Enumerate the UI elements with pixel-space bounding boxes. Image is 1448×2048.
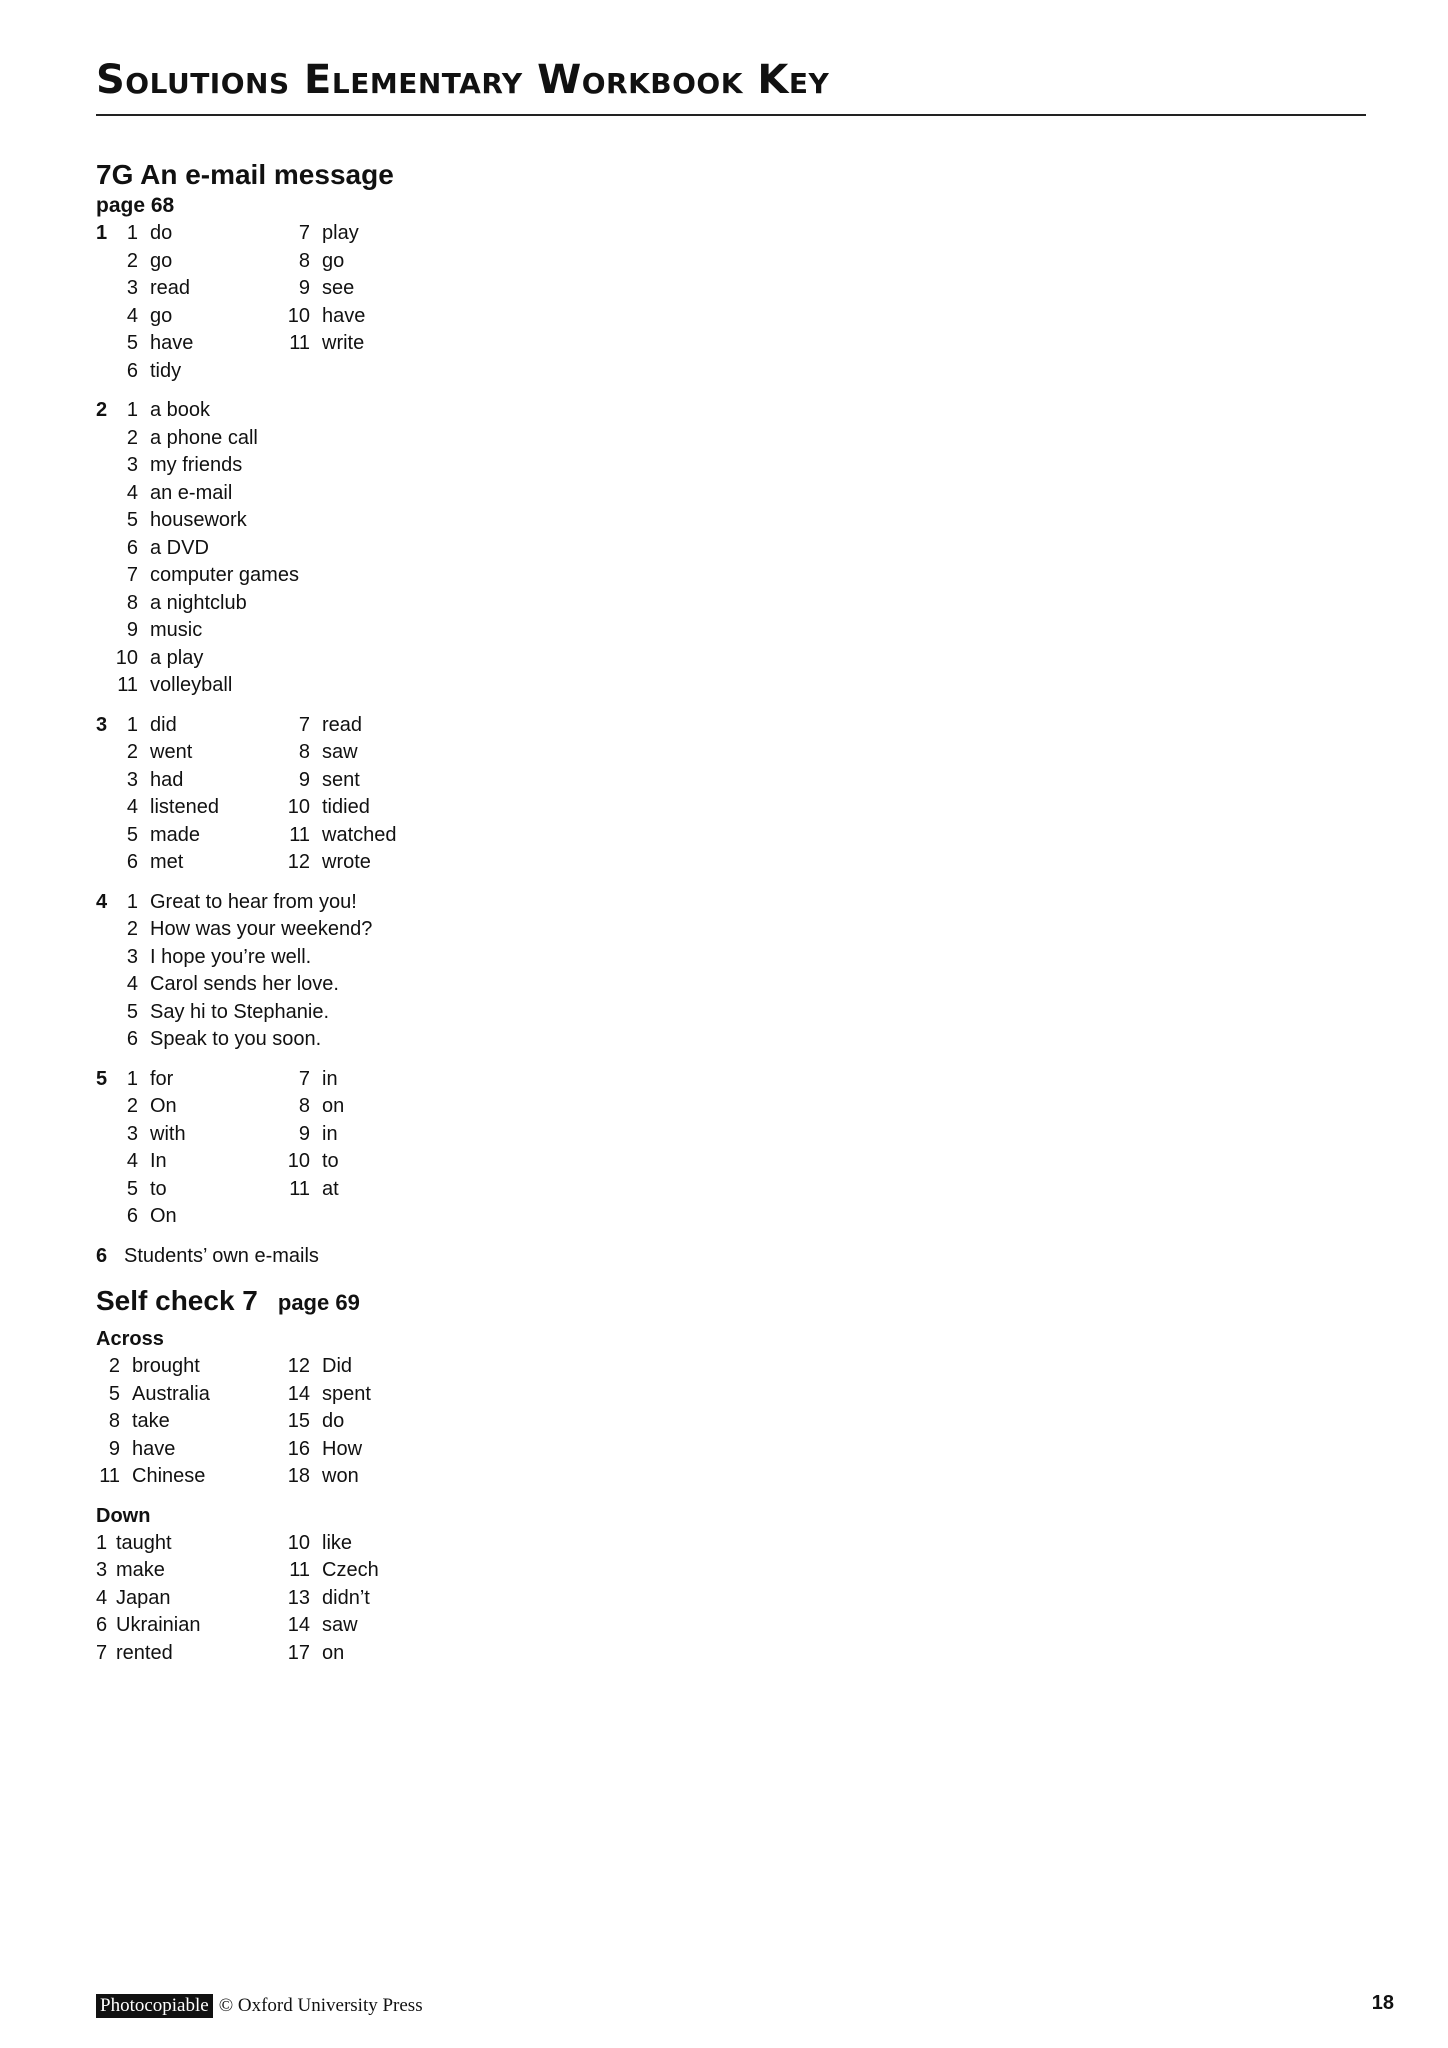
answer-item <box>110 590 282 618</box>
answer-text: sent <box>322 768 360 791</box>
answer-item <box>110 971 339 999</box>
answer-item <box>110 849 282 877</box>
answer-text: make <box>116 1559 165 1581</box>
answer-text: brought <box>132 1355 200 1377</box>
answer-number: 5 <box>126 1000 138 1023</box>
answer-number: 5 <box>126 1177 138 1200</box>
answer-item <box>110 330 282 358</box>
answer-item <box>110 275 282 303</box>
answer-text: music <box>150 619 203 641</box>
answer-column <box>96 1353 282 1491</box>
answer-text: I hope you’re well. <box>150 945 312 968</box>
answer-text: housework <box>150 509 247 531</box>
answer-item <box>110 1176 282 1204</box>
answer-text: Speak to you soon. <box>150 1028 322 1050</box>
answer-number: 11 <box>117 674 138 696</box>
answer-item <box>110 452 282 480</box>
exercise-5 <box>96 1066 796 1231</box>
answer-number: 9 <box>298 1122 310 1145</box>
answer-number: 11 <box>289 1177 310 1200</box>
answer-item <box>110 767 282 795</box>
answer-column <box>96 1530 282 1668</box>
answer-number: 3 <box>126 768 138 791</box>
answer-number: 6 <box>126 359 138 382</box>
answer-number: 10 <box>115 646 138 669</box>
answer-item <box>110 303 282 331</box>
answer-number: 4 <box>126 796 138 818</box>
answer-number: 4 <box>126 304 138 327</box>
answer-text: on <box>322 1641 345 1664</box>
answer-text: did <box>150 713 177 736</box>
answer-text: go <box>322 249 345 272</box>
answer-item <box>110 739 282 767</box>
answer-column <box>110 1066 282 1231</box>
exercise-answers <box>110 220 796 385</box>
answer-text: rented <box>116 1641 173 1664</box>
answer-number: 4 <box>126 481 138 504</box>
answer-item <box>282 1436 454 1464</box>
exercise-1 <box>96 220 796 385</box>
answer-item <box>282 1640 454 1668</box>
answer-text: taught <box>116 1531 172 1554</box>
answer-number: 4 <box>126 973 138 995</box>
answer-item <box>96 1530 282 1558</box>
answer-number: 6 <box>126 536 138 559</box>
answer-item <box>282 330 454 358</box>
answer-number: 15 <box>287 1410 310 1432</box>
answer-text: How was your weekend? <box>150 918 373 940</box>
answer-item <box>110 794 282 822</box>
answer-item <box>110 1093 282 1121</box>
answer-number: 12 <box>287 1355 310 1377</box>
answer-number: 7 <box>126 564 138 586</box>
answer-key-content <box>96 158 796 1667</box>
answer-item <box>282 220 454 248</box>
document-title: Solutions Elementary Workbook Key <box>96 57 830 103</box>
answer-item <box>110 712 282 740</box>
answer-number: 7 <box>96 1641 108 1664</box>
answer-number: 1 <box>126 713 138 736</box>
answer-number: 14 <box>287 1614 310 1636</box>
answer-number: 11 <box>289 823 310 846</box>
answer-text: Did <box>322 1355 353 1377</box>
answer-item <box>96 1408 282 1436</box>
answer-number: 10 <box>287 796 310 818</box>
answer-text: had <box>150 768 184 791</box>
exercise-number: 4 <box>96 890 108 913</box>
answer-text: Great to hear from you! <box>150 890 357 913</box>
exercise-6-answer: Students’ own e-mails <box>124 1244 319 1267</box>
answer-number: 2 <box>126 249 138 272</box>
exercise-number: 1 <box>96 222 108 244</box>
answer-text: On <box>150 1095 177 1117</box>
answer-text: do <box>150 222 173 244</box>
answer-item <box>96 1463 282 1491</box>
answer-number: 9 <box>108 1437 120 1460</box>
answer-item <box>110 645 282 673</box>
answer-text: take <box>132 1410 170 1432</box>
answer-text: my friends <box>150 454 243 476</box>
answer-text: to <box>322 1150 339 1172</box>
answer-text: Say hi to Stephanie. <box>150 1000 330 1023</box>
answer-item <box>282 1353 454 1381</box>
answer-item <box>282 1585 454 1613</box>
answer-text: have <box>150 332 194 354</box>
exercise-3 <box>96 712 796 877</box>
answer-text: a nightclub <box>150 591 247 614</box>
answer-number: 5 <box>126 509 138 531</box>
answer-item <box>110 916 373 944</box>
answer-number: 16 <box>287 1437 310 1460</box>
answer-column <box>110 889 373 1054</box>
answer-item <box>110 507 282 535</box>
answer-text: in <box>322 1067 338 1090</box>
answer-text: a phone call <box>150 426 258 449</box>
answer-item <box>282 1121 454 1149</box>
answer-text: watched <box>322 823 397 846</box>
answer-item <box>110 1066 282 1094</box>
across-block <box>96 1326 796 1491</box>
answer-text: went <box>150 741 193 763</box>
answer-number: 11 <box>289 1559 310 1581</box>
answer-item <box>96 1612 282 1640</box>
answer-number: 6 <box>96 1614 108 1636</box>
answer-text: to <box>150 1177 167 1200</box>
answer-number: 10 <box>287 1150 310 1172</box>
answer-number: 9 <box>298 277 310 299</box>
down-answers <box>96 1530 796 1668</box>
answer-number: 6 <box>126 1205 138 1227</box>
answer-text: wrote <box>322 851 371 873</box>
answer-number: 1 <box>126 890 138 913</box>
answer-text: saw <box>322 1614 358 1636</box>
answer-item <box>282 767 454 795</box>
answer-number: 9 <box>126 619 138 641</box>
answer-number: 1 <box>96 1531 108 1554</box>
exercise-answers <box>110 1066 796 1231</box>
answer-text: made <box>150 823 201 846</box>
answer-text: in <box>322 1122 338 1145</box>
page-number: 18 <box>1371 1992 1394 2014</box>
answer-item <box>110 822 282 850</box>
answer-item <box>110 672 282 700</box>
answer-number: 6 <box>126 851 138 873</box>
answer-text: didn’t <box>322 1586 370 1609</box>
answer-text: tidied <box>322 796 370 818</box>
answer-item <box>96 1436 282 1464</box>
footer <box>96 1994 423 2018</box>
answer-text: met <box>150 851 184 873</box>
down-block <box>96 1503 796 1668</box>
answer-text: for <box>150 1067 174 1090</box>
answer-item <box>96 1381 282 1409</box>
answer-number: 9 <box>298 768 310 791</box>
answer-column <box>110 220 282 385</box>
answer-item <box>110 358 282 386</box>
answer-item <box>96 1585 282 1613</box>
answer-text: spent <box>322 1382 371 1405</box>
answer-text: a play <box>150 646 204 669</box>
answer-number: 1 <box>126 1067 138 1090</box>
answer-item <box>110 397 282 425</box>
answer-item <box>110 617 282 645</box>
exercise-6 <box>96 1243 796 1271</box>
title-divider <box>96 114 1366 116</box>
answer-number: 17 <box>287 1641 310 1664</box>
answer-text: How <box>322 1437 363 1460</box>
answer-number: 13 <box>287 1586 310 1609</box>
answer-item <box>96 1640 282 1668</box>
answer-item <box>96 1557 282 1585</box>
answer-column <box>110 397 299 700</box>
section-page-ref-self-check: page 69 <box>277 1290 360 1315</box>
across-answers <box>96 1353 796 1491</box>
answer-item <box>282 712 454 740</box>
answer-text: computer games <box>150 564 299 586</box>
copyright-text: © Oxford University Press <box>218 1995 423 2016</box>
answer-item <box>110 535 282 563</box>
answer-number: 11 <box>289 332 310 354</box>
answer-number: 4 <box>96 1586 108 1609</box>
answer-column <box>282 1066 454 1231</box>
answer-number: 8 <box>126 591 138 614</box>
answer-text: on <box>322 1095 345 1117</box>
answer-item <box>110 220 282 248</box>
answer-number: 3 <box>96 1559 108 1581</box>
exercise-answers <box>110 712 796 877</box>
answer-item <box>110 248 282 276</box>
section-page-ref-7g: page 68 <box>96 194 175 217</box>
down-label: Down <box>96 1504 151 1527</box>
answer-item <box>282 1557 454 1585</box>
answer-number: 8 <box>298 741 310 763</box>
answer-item <box>110 562 299 590</box>
answer-item <box>282 1381 454 1409</box>
answer-item <box>110 1148 282 1176</box>
answer-item <box>282 1176 454 1204</box>
answer-number: 8 <box>298 1095 310 1117</box>
answer-text: a book <box>150 399 211 421</box>
answer-number: 1 <box>126 222 138 244</box>
answer-number: 18 <box>287 1465 310 1487</box>
answer-text: write <box>322 332 365 354</box>
answer-text: tidy <box>150 359 182 382</box>
answer-text: play <box>322 222 359 244</box>
section-heading-self-check: Self check 7 <box>96 1285 258 1316</box>
answer-text: see <box>322 277 355 299</box>
answer-item <box>282 275 454 303</box>
answer-text: read <box>150 277 191 299</box>
answer-number: 12 <box>287 851 310 873</box>
exercise-4 <box>96 889 796 1054</box>
answer-number: 3 <box>126 945 138 968</box>
answer-item <box>110 1121 282 1149</box>
answer-number: 7 <box>298 1067 310 1090</box>
answer-item <box>282 1093 454 1121</box>
answer-column <box>282 1353 454 1491</box>
answer-item <box>282 1530 454 1558</box>
answer-text: listened <box>150 796 219 818</box>
answer-text: On <box>150 1205 177 1227</box>
answer-text: read <box>322 713 363 736</box>
answer-column <box>282 712 454 877</box>
answer-text: won <box>322 1465 359 1487</box>
answer-text: at <box>322 1177 339 1200</box>
answer-text: Japan <box>116 1586 171 1609</box>
answer-number: 4 <box>126 1150 138 1172</box>
answer-number: 2 <box>126 426 138 449</box>
answer-item <box>110 1026 322 1054</box>
answer-number: 11 <box>99 1465 120 1487</box>
photocopiable-badge: Photocopiable <box>96 1994 213 2018</box>
answer-item <box>110 944 312 972</box>
exercise-number: 2 <box>96 399 108 421</box>
answer-text: have <box>322 304 366 327</box>
answer-number: 2 <box>126 918 138 940</box>
answer-number: 14 <box>287 1382 310 1405</box>
answer-item <box>110 480 282 508</box>
exercise-2 <box>96 397 796 700</box>
answer-item <box>282 1408 454 1436</box>
exercise-answers <box>110 397 796 700</box>
answer-number: 7 <box>298 713 310 736</box>
exercise-number: 5 <box>96 1067 108 1090</box>
answer-number: 5 <box>126 332 138 354</box>
answer-text: a DVD <box>150 536 209 559</box>
answer-item <box>282 1066 454 1094</box>
across-label: Across <box>96 1328 164 1350</box>
answer-column <box>282 220 454 385</box>
answer-item <box>110 1203 282 1231</box>
answer-number: 10 <box>287 1531 310 1554</box>
answer-text: saw <box>322 741 358 763</box>
answer-item <box>282 1463 454 1491</box>
answer-text: go <box>150 249 173 272</box>
answer-column <box>110 712 282 877</box>
answer-item <box>282 849 454 877</box>
answer-number: 3 <box>126 1122 138 1145</box>
exercise-answers <box>110 889 796 1054</box>
exercise-list-7g <box>96 220 796 1231</box>
answer-item <box>282 1148 454 1176</box>
answer-item <box>282 822 454 850</box>
answer-number: 2 <box>126 1095 138 1117</box>
section-heading-7g: 7G An e-mail message <box>96 159 394 190</box>
answer-text: Carol sends her love. <box>150 973 339 995</box>
self-check-heading-row <box>96 1284 796 1318</box>
answer-number: 5 <box>108 1382 120 1405</box>
answer-item <box>282 303 454 331</box>
answer-text: do <box>322 1410 345 1432</box>
answer-number: 7 <box>298 222 310 244</box>
answer-column <box>282 1530 454 1668</box>
answer-item <box>282 794 454 822</box>
exercise-number: 3 <box>96 713 108 736</box>
answer-item <box>110 999 330 1027</box>
answer-text: Ukrainian <box>116 1614 201 1636</box>
answer-text: Chinese <box>132 1465 206 1487</box>
answer-number: 2 <box>108 1355 120 1377</box>
answer-item <box>110 425 282 453</box>
answer-number: 1 <box>126 399 138 421</box>
answer-number: 3 <box>126 277 138 299</box>
answer-number: 5 <box>126 823 138 846</box>
answer-text: Czech <box>322 1559 379 1581</box>
answer-item <box>96 1353 282 1381</box>
answer-number: 3 <box>126 454 138 476</box>
answer-text: Australia <box>132 1382 210 1405</box>
answer-text: have <box>132 1437 176 1460</box>
answer-number: 2 <box>126 741 138 763</box>
answer-text: like <box>322 1531 353 1554</box>
answer-item <box>110 889 357 917</box>
answer-text: an e-mail <box>150 481 233 504</box>
answer-text: with <box>150 1122 186 1145</box>
exercise-number: 6 <box>96 1244 108 1267</box>
answer-number: 10 <box>287 304 310 327</box>
answer-number: 6 <box>126 1028 138 1050</box>
answer-text: go <box>150 304 173 327</box>
answer-text: In <box>150 1150 167 1172</box>
answer-number: 8 <box>108 1410 120 1432</box>
answer-item <box>282 248 454 276</box>
answer-text: volleyball <box>150 674 233 696</box>
answer-item <box>282 1612 454 1640</box>
answer-number: 8 <box>298 249 310 272</box>
answer-item <box>282 739 454 767</box>
